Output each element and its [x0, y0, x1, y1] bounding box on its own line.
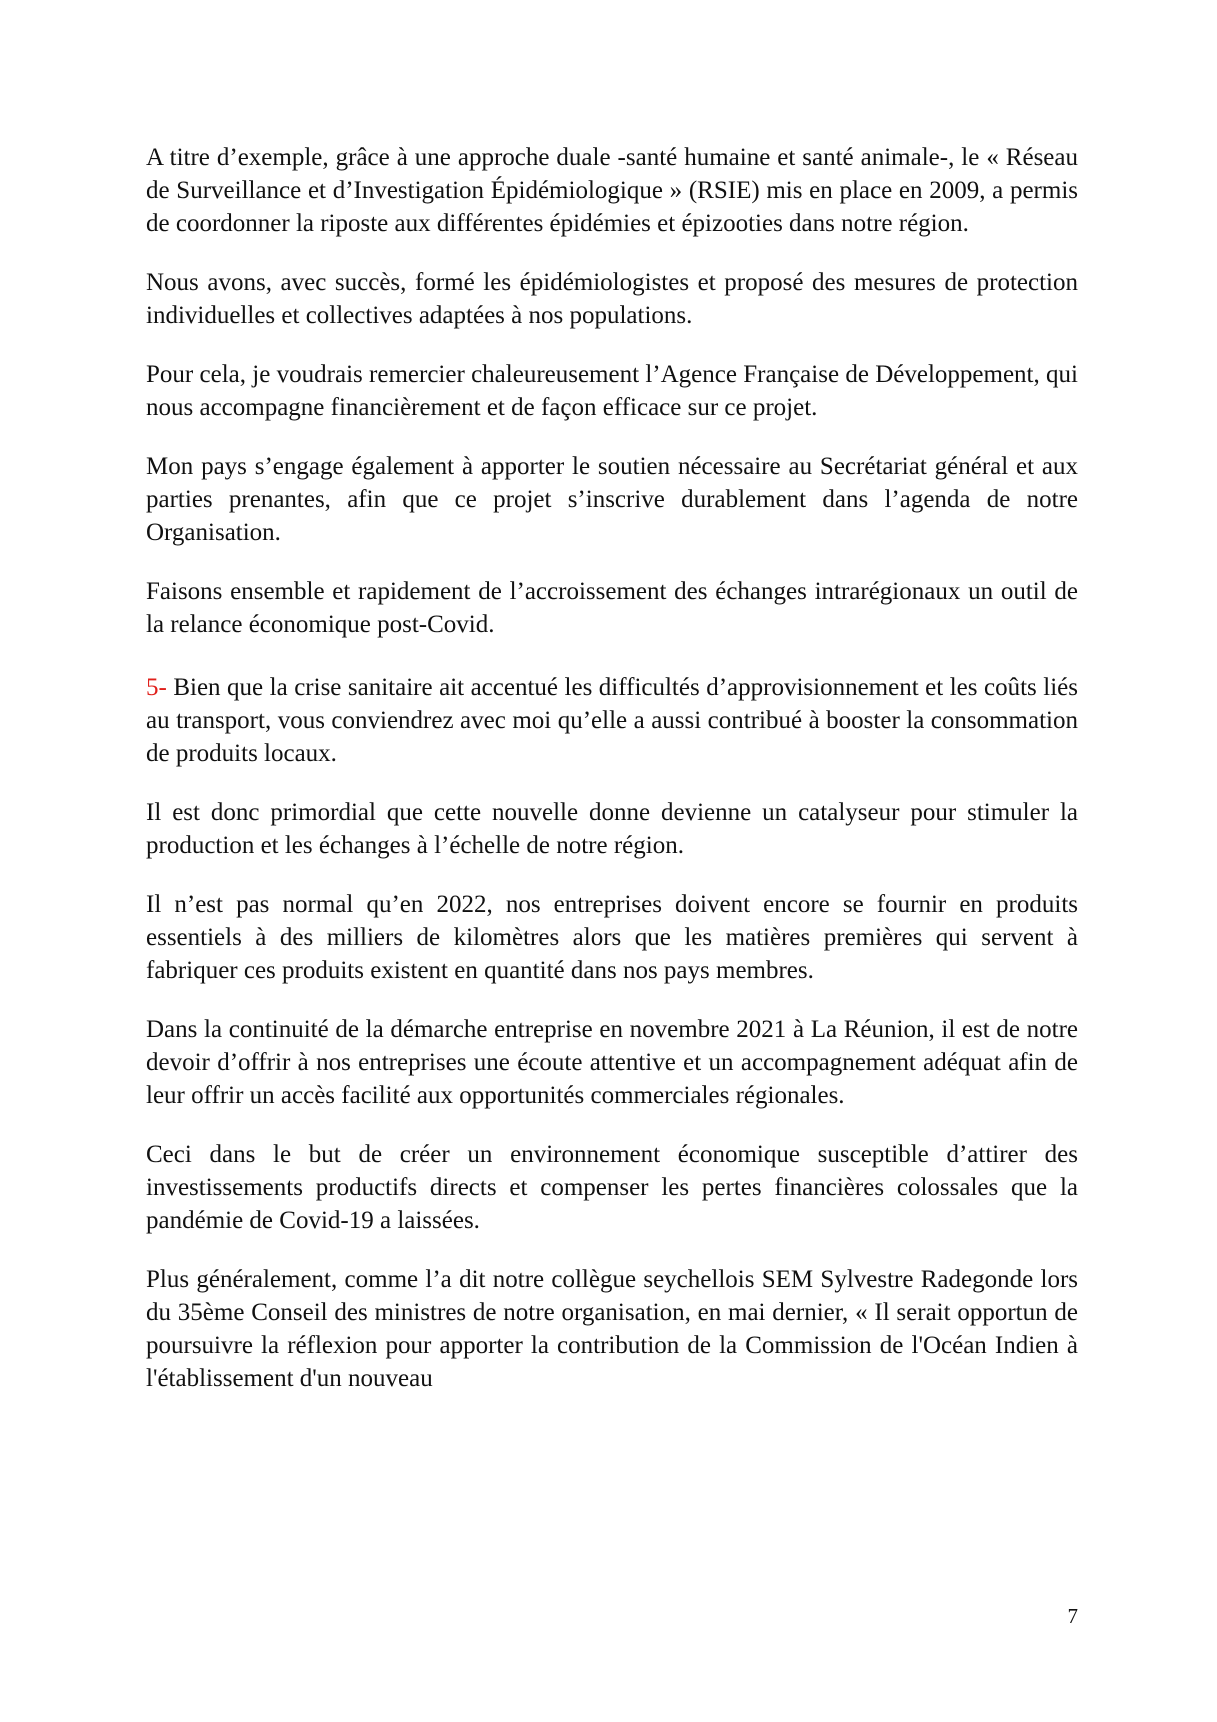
- paragraph-rsie: A titre d’exemple, grâce à une approche duale -santé humaine et santé animale-, le « Réseau de Surveillance et d’Investigation Épidémiologique » (RSIE) mis en place en 2009, a permis de coordonner la riposte aux différentes épidémies et épizooties dans notre région.: [146, 144, 1078, 237]
- paragraph-afd-thanks: Pour cela, je voudrais remercier chaleureusement l’Agence Française de Développement, qui nous accompagne financièrement et de façon efficace sur ce projet.: [146, 361, 1078, 421]
- document-body: [146, 141, 1078, 1395]
- paragraph-catalyst: Il est donc primordial que cette nouvelle donne devienne un catalyseur pour stimuler la production et les échanges à l’échelle de notre région.: [146, 799, 1078, 859]
- paragraph-investment: Ceci dans le but de créer un environnement économique susceptible d’attirer des investissements productifs directs et compenser les pertes financières colossales que la pandémie de Covid-19 a laissées.: [146, 1141, 1078, 1234]
- section-number: 5-: [146, 674, 167, 701]
- paragraph-intraregional-trade: Faisons ensemble et rapidement de l’accroissement des échanges intrarégionaux un outil de la relance économique post-Covid.: [146, 578, 1078, 638]
- paragraph-commitment: Mon pays s’engage également à apporter le soutien nécessaire au Secrétariat général et aux parties prenantes, afin que ce projet s’inscrive durablement dans l’agenda de notre Organisation.: [146, 453, 1078, 546]
- page-number: 7: [1067, 1604, 1078, 1628]
- paragraph-supply: Il n’est pas normal qu’en 2022, nos entreprises doivent encore se fournir en produits essentiels à des milliers de kilomètres alors que les matières premières qui servent à fabriquer ces produits existent en quantité dans nos pays membres.: [146, 891, 1078, 984]
- paragraph-section-5: [146, 671, 1078, 770]
- paragraph-quote: Plus généralement, comme l’a dit notre collègue seychellois SEM Sylvestre Radegonde lors du 35ème Conseil des ministres de notre organisation, en mai dernier, « Il serait opportun de poursuivre la réflexion pour apporter la contribution de la Commission de l'Océan Indien à l'établissement d'un nouveau: [146, 1266, 1078, 1392]
- paragraph-continuity: Dans la continuité de la démarche entreprise en novembre 2021 à La Réunion, il est de notre devoir d’offrir à nos entreprises une écoute attentive et un accompagnement adéquat afin de leur offrir un accès facilité aux opportunités commerciales régionales.: [146, 1016, 1078, 1109]
- paragraph-epidemiologists: Nous avons, avec succès, formé les épidémiologistes et proposé des mesures de protection individuelles et collectives adaptées à nos populations.: [146, 269, 1078, 329]
- section-5-text: Bien que la crise sanitaire ait accentué les difficultés d’approvisionnement et les coûts liés au transport, vous conviendrez avec moi qu’elle a aussi contribué à booster la consommation de produits locaux.: [146, 674, 1078, 767]
